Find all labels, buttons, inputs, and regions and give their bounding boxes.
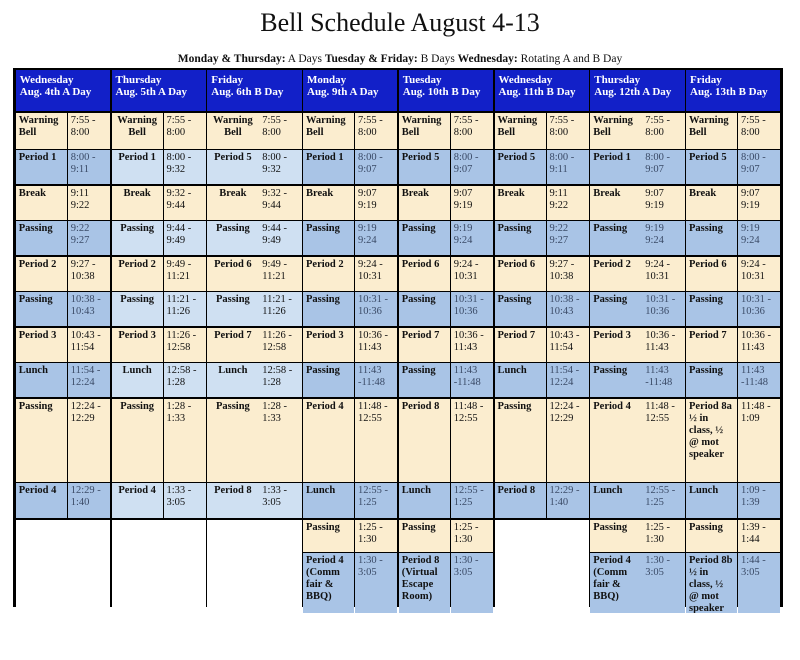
- day-name: Thursday: [594, 74, 641, 86]
- period-time: 7:55 - 8:00: [164, 113, 206, 149]
- period-time: 1:30 - 3:05: [642, 553, 684, 613]
- period-time: 1:44 - 3:05: [738, 553, 780, 613]
- period-label: Period 5: [495, 150, 546, 184]
- period-label: Period 1: [16, 150, 67, 184]
- period-time: 11:26 - 12:58: [164, 328, 206, 362]
- day-name: Wednesday: [19, 74, 74, 86]
- period-time: 12:58 - 1:28: [164, 363, 206, 397]
- period-label: Warning Bell: [303, 113, 354, 149]
- period-time: 11:48 - 1:09: [738, 399, 780, 482]
- day-name: Friday: [211, 74, 244, 86]
- period-label: Passing: [303, 520, 354, 552]
- day-date: Aug. 10th B Day: [402, 86, 481, 98]
- day-header: [399, 70, 493, 111]
- period-label: Period 3: [303, 328, 354, 362]
- period-label: Passing: [112, 221, 163, 255]
- period-time: 9:19 9:24: [738, 221, 780, 255]
- period-label: Period 7: [207, 328, 258, 362]
- period-time: 8:00 - 9:07: [642, 150, 684, 184]
- period-time: 10:36 - 11:43: [355, 328, 397, 362]
- period-time: 9:24 - 10:31: [642, 257, 684, 291]
- period-time: 7:55 - 8:00: [738, 113, 780, 149]
- period-time: 1:25 - 1:30: [642, 520, 684, 552]
- schedule-grid: [13, 68, 783, 613]
- empty-cell: [207, 520, 301, 660]
- period-time: 9:22 9:27: [547, 221, 589, 255]
- period-label: Period 1: [112, 150, 163, 184]
- day-date: Aug. 4th A Day: [19, 86, 92, 98]
- period-label: Lunch: [590, 483, 641, 518]
- day-header: [495, 70, 589, 111]
- period-time: 1:25 - 1:30: [451, 520, 493, 552]
- period-label: Passing: [686, 520, 737, 552]
- period-time: 9:11 9:22: [547, 186, 589, 220]
- period-time: 11:54 - 12:24: [547, 363, 589, 397]
- period-label: Lunch: [303, 483, 354, 518]
- period-label: Passing: [303, 221, 354, 255]
- period-time: 10:38 - 10:43: [68, 292, 110, 326]
- period-time: 9:24 - 10:31: [451, 257, 493, 291]
- period-label: Passing: [495, 221, 546, 255]
- period-label: Lunch: [686, 483, 737, 518]
- period-label: Warning Bell: [207, 113, 258, 149]
- period-label: Passing: [303, 363, 354, 397]
- period-label: Period 6: [686, 257, 737, 291]
- period-time: 7:55 - 8:00: [259, 113, 301, 149]
- period-label: Period 7: [495, 328, 546, 362]
- period-time: 1:28 - 1:33: [259, 399, 301, 482]
- day-name: Thursday: [115, 74, 162, 86]
- period-label: Passing: [16, 221, 67, 255]
- period-label: Period 4: [590, 399, 641, 482]
- day-date: Aug. 6th B Day: [211, 86, 284, 98]
- period-time: 9:22 9:27: [68, 221, 110, 255]
- period-time: 9:07 9:19: [355, 186, 397, 220]
- period-label: Warning Bell: [399, 113, 450, 149]
- period-label: Lunch: [399, 483, 450, 518]
- period-label: Period 4: [303, 399, 354, 482]
- period-label: Passing: [495, 399, 546, 482]
- period-time: 11:43 -11:48: [355, 363, 397, 397]
- period-time: 9:44 - 9:49: [259, 221, 301, 255]
- period-label: Passing: [16, 399, 67, 482]
- period-time: 12:24 - 12:29: [68, 399, 110, 482]
- empty-cell: [112, 520, 206, 660]
- period-label: Break: [686, 186, 737, 220]
- period-label: Passing: [399, 292, 450, 326]
- period-time: 11:43 -11:48: [642, 363, 684, 397]
- period-label: Passing: [399, 221, 450, 255]
- page-title: Bell Schedule August 4-13: [260, 8, 540, 37]
- legend-text-3: Rotating A and B Day: [517, 53, 623, 65]
- period-label: Break: [303, 186, 354, 220]
- period-label: Passing: [16, 292, 67, 326]
- period-label: Period 8: [495, 483, 546, 518]
- period-time: 10:43 - 11:54: [68, 328, 110, 362]
- period-label: Period 8b ½ in class, ½ @ mot speaker: [686, 553, 737, 613]
- period-label: Passing: [207, 399, 258, 482]
- period-time: 10:43 - 11:54: [547, 328, 589, 362]
- period-label: Period 7: [399, 328, 450, 362]
- period-time: 12:55 - 1:25: [451, 483, 493, 518]
- period-time: 9:19 9:24: [451, 221, 493, 255]
- period-time: 1:30 - 3:05: [451, 553, 493, 613]
- period-time: 9:11 9:22: [68, 186, 110, 220]
- period-time: 9:49 - 11:21: [259, 257, 301, 291]
- period-label: Break: [207, 186, 258, 220]
- period-label: Passing: [495, 292, 546, 326]
- empty-cell: [495, 520, 589, 660]
- period-time: 1:33 - 3:05: [164, 483, 206, 518]
- period-label: Passing: [207, 221, 258, 255]
- period-time: 10:31 - 10:36: [355, 292, 397, 326]
- period-label: Passing: [686, 292, 737, 326]
- period-label: Lunch: [495, 363, 546, 397]
- period-time: 9:44 - 9:49: [164, 221, 206, 255]
- period-label: Period 7: [686, 328, 737, 362]
- period-label: Period 1: [303, 150, 354, 184]
- day-date: Aug. 5th A Day: [115, 86, 188, 98]
- period-time: 10:36 - 11:43: [738, 328, 780, 362]
- period-time: 8:00 - 9:07: [451, 150, 493, 184]
- period-label: Passing: [112, 399, 163, 482]
- period-time: 9:27 - 10:38: [547, 257, 589, 291]
- day-date: Aug. 13th B Day: [690, 86, 768, 98]
- period-time: 12:55 - 1:25: [355, 483, 397, 518]
- period-time: 10:31 - 10:36: [642, 292, 684, 326]
- period-time: 7:55 - 8:00: [355, 113, 397, 149]
- day-header: [207, 70, 301, 111]
- period-time: 8:00 - 9:07: [738, 150, 780, 184]
- period-label: Passing: [686, 363, 737, 397]
- day-name: Tuesday: [402, 74, 442, 86]
- period-label: Period 6: [495, 257, 546, 291]
- legend-label-3: Wednesday:: [457, 53, 518, 65]
- period-label: Period 3: [112, 328, 163, 362]
- period-label: Period 8a ½ in class, ½ @ mot speaker: [686, 399, 737, 482]
- period-label: Break: [590, 186, 641, 220]
- period-time: 7:55 - 8:00: [451, 113, 493, 149]
- period-label: Passing: [399, 363, 450, 397]
- period-time: 11:48 - 12:55: [642, 399, 684, 482]
- period-time: 9:24 - 10:31: [738, 257, 780, 291]
- period-time: 8:00 - 9:07: [355, 150, 397, 184]
- period-time: 1:30 - 3:05: [355, 553, 397, 613]
- period-label: Lunch: [16, 363, 67, 397]
- period-label: Passing: [590, 363, 641, 397]
- period-label: Passing: [686, 221, 737, 255]
- period-label: Period 2: [590, 257, 641, 291]
- period-label: Period 2: [112, 257, 163, 291]
- period-time: 9:32 - 9:44: [259, 186, 301, 220]
- period-label: Passing: [112, 292, 163, 326]
- period-time: 9:19 9:24: [642, 221, 684, 255]
- period-label: Period 5: [399, 150, 450, 184]
- period-label: Break: [495, 186, 546, 220]
- period-label: Passing: [303, 292, 354, 326]
- period-label: Lunch: [207, 363, 258, 397]
- day-header: [590, 70, 684, 111]
- period-time: 11:26 - 12:58: [259, 328, 301, 362]
- day-header: [16, 70, 110, 111]
- period-label: Period 1: [590, 150, 641, 184]
- period-time: 11:21 - 11:26: [259, 292, 301, 326]
- period-time: 12:29 - 1:40: [68, 483, 110, 518]
- day-header: [112, 70, 206, 111]
- period-label: Period 4 (Comm fair & BBQ): [590, 553, 641, 613]
- period-time: 12:55 - 1:25: [642, 483, 684, 518]
- period-time: 9:27 - 10:38: [68, 257, 110, 291]
- period-time: 9:32 - 9:44: [164, 186, 206, 220]
- period-time: 9:07 9:19: [642, 186, 684, 220]
- period-time: 8:00 - 9:11: [547, 150, 589, 184]
- day-date: Aug. 9th A Day: [307, 86, 379, 98]
- legend-label-1: Monday & Thursday:: [177, 53, 286, 65]
- period-label: Passing: [590, 221, 641, 255]
- period-time: 8:00 - 9:32: [164, 150, 206, 184]
- period-label: Period 8 (Virtual Escape Room): [399, 553, 450, 613]
- period-time: 1:39 - 1:44: [738, 520, 780, 552]
- period-label: Period 3: [16, 328, 67, 362]
- period-time: 8:00 - 9:11: [68, 150, 110, 184]
- period-time: 10:31 - 10:36: [451, 292, 493, 326]
- period-time: 10:36 - 11:43: [642, 328, 684, 362]
- period-time: 7:55 - 8:00: [68, 113, 110, 149]
- period-label: Period 4: [16, 483, 67, 518]
- period-label: Period 6: [399, 257, 450, 291]
- period-time: 12:24 - 12:29: [547, 399, 589, 482]
- day-name: Friday: [690, 74, 722, 86]
- period-time: 1:25 - 1:30: [355, 520, 397, 552]
- period-label: Period 5: [207, 150, 258, 184]
- period-time: 11:43 -11:48: [738, 363, 780, 397]
- period-time: 8:00 - 9:32: [259, 150, 301, 184]
- period-time: 1:09 - 1:39: [738, 483, 780, 518]
- period-time: 9:07 9:19: [451, 186, 493, 220]
- period-label: Period 6: [207, 257, 258, 291]
- empty-cell: [16, 520, 110, 660]
- period-time: 12:58 - 1:28: [259, 363, 301, 397]
- period-time: 10:31 - 10:36: [738, 292, 780, 326]
- period-label: Passing: [207, 292, 258, 326]
- period-label: Period 5: [686, 150, 737, 184]
- period-time: 9:24 - 10:31: [355, 257, 397, 291]
- period-label: Passing: [590, 292, 641, 326]
- period-time: 10:38 - 10:43: [547, 292, 589, 326]
- period-time: 7:55 - 8:00: [547, 113, 589, 149]
- period-time: 1:33 - 3:05: [259, 483, 301, 518]
- period-label: Passing: [590, 520, 641, 552]
- day-header: [303, 70, 397, 111]
- period-time: 7:55 - 8:00: [642, 113, 684, 149]
- legend-text-1: A Days: [285, 53, 325, 65]
- period-time: 9:07 9:19: [738, 186, 780, 220]
- period-label: Passing: [399, 520, 450, 552]
- period-label: Warning Bell: [495, 113, 546, 149]
- period-time: 11:48 - 12:55: [451, 399, 493, 482]
- day-header: [686, 70, 780, 111]
- period-time: 9:19 9:24: [355, 221, 397, 255]
- period-label: Warning Bell: [590, 113, 641, 149]
- period-time: 11:43 -11:48: [451, 363, 493, 397]
- period-time: 11:21 - 11:26: [164, 292, 206, 326]
- period-time: 10:36 - 11:43: [451, 328, 493, 362]
- period-label: Period 8: [399, 399, 450, 482]
- period-time: 1:28 - 1:33: [164, 399, 206, 482]
- day-name: Wednesday: [498, 74, 553, 86]
- period-label: Warning Bell: [112, 113, 163, 149]
- day-name: Monday: [307, 74, 347, 86]
- period-label: Break: [399, 186, 450, 220]
- period-label: Period 3: [590, 328, 641, 362]
- period-label: Break: [16, 186, 67, 220]
- legend-label-2: Tuesday & Friday:: [324, 53, 418, 65]
- period-label: Warning Bell: [16, 113, 67, 149]
- period-label: Lunch: [112, 363, 163, 397]
- period-label: Warning Bell: [686, 113, 737, 149]
- period-label: Break: [112, 186, 163, 220]
- period-time: 11:54 - 12:24: [68, 363, 110, 397]
- period-label: Period 2: [16, 257, 67, 291]
- legend-text-2: B Days: [417, 53, 458, 65]
- day-date: Aug. 11th B Day: [498, 86, 576, 98]
- period-time: 12:29 - 1:40: [547, 483, 589, 518]
- day-date: Aug. 12th A Day: [594, 86, 672, 98]
- day-legend: [0, 53, 800, 65]
- period-time: 9:49 - 11:21: [164, 257, 206, 291]
- period-time: 11:48 - 12:55: [355, 399, 397, 482]
- period-label: Period 8: [207, 483, 258, 518]
- period-label: Period 4 (Comm fair & BBQ): [303, 553, 354, 613]
- period-label: Period 4: [112, 483, 163, 518]
- period-label: Period 2: [303, 257, 354, 291]
